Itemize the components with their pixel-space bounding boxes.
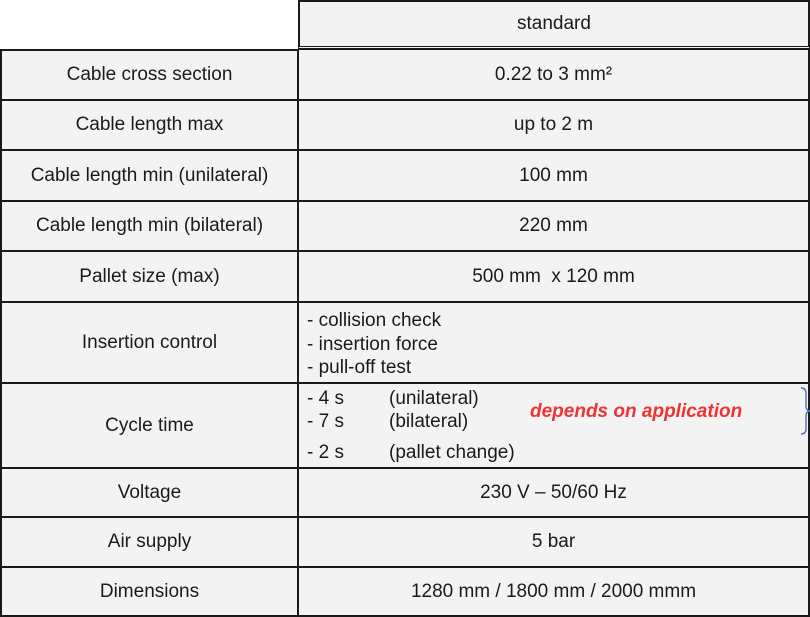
list-item: - insertion force (307, 333, 438, 355)
cycle-mode: (pallet change) (389, 442, 515, 463)
row-value-cable-length-min-bilateral: 220 mm (298, 201, 810, 251)
list-item: - collision check (307, 310, 442, 331)
application-note: depends on application (530, 401, 743, 422)
row-value-air-supply: 5 bar (298, 517, 810, 567)
cycle-duration: - 2 s (307, 442, 344, 463)
cycle-mode: (bilateral) (389, 411, 469, 432)
row-label-voltage: Voltage (0, 468, 299, 517)
cycle-mode: (unilateral) (389, 388, 479, 409)
curly-brace-icon (799, 387, 810, 435)
column-header-standard: standard (298, 0, 810, 49)
row-label-insertion-control: Insertion control (0, 302, 299, 383)
row-label-cable-length-max: Cable length max (0, 100, 299, 150)
row-label-cable-length-min-unilateral: Cable length min (unilateral) (0, 150, 299, 201)
row-value-dimensions: 1280 mm / 1800 mm / 2000 mmm (298, 567, 810, 617)
cycle-duration: - 7 s (307, 411, 344, 432)
row-value-cable-cross-section: 0.22 to 3 mm² (298, 49, 810, 100)
list-item (307, 411, 468, 433)
list-item: - pull-off test (307, 357, 412, 378)
row-label-cycle-time: Cycle time (0, 383, 299, 468)
row-label-air-supply: Air supply (0, 517, 299, 567)
list-item (307, 442, 515, 464)
row-value-pallet-size: 500 mm x 120 mm (298, 251, 810, 302)
row-label-cable-cross-section: Cable cross section (0, 49, 299, 100)
row-label-cable-length-min-bilateral: Cable length min (bilateral) (0, 201, 299, 251)
row-value-voltage: 230 V – 50/60 Hz (298, 468, 810, 517)
row-label-pallet-size: Pallet size (max) (0, 251, 299, 302)
row-value-cable-length-min-unilateral: 100 mm (298, 150, 810, 201)
row-label-dimensions: Dimensions (0, 567, 299, 617)
row-value-cycle-time (298, 383, 810, 468)
row-value-insertion-control (298, 302, 810, 383)
cycle-duration: - 4 s (307, 388, 344, 409)
row-value-cable-length-max: up to 2 m (298, 100, 810, 150)
list-item (307, 388, 479, 410)
